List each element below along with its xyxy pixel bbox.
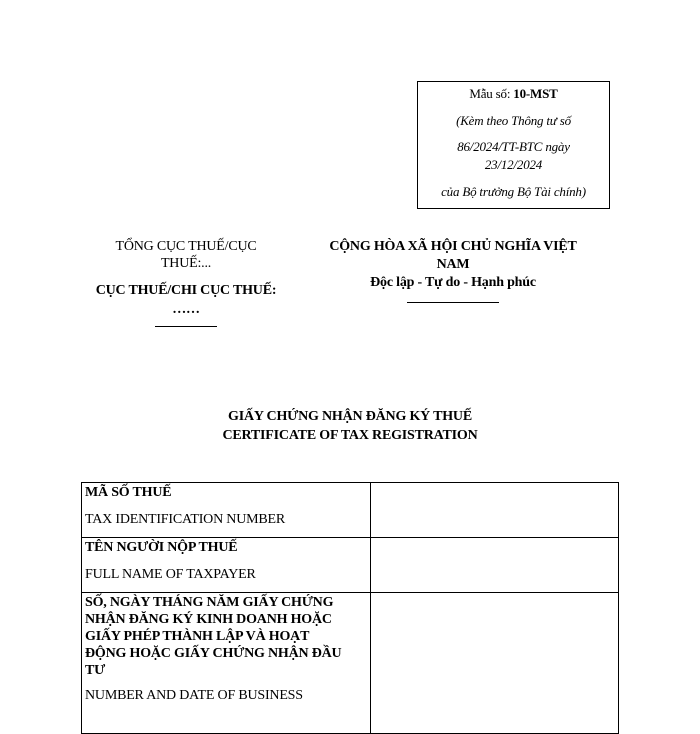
- office-line2: ……: [172, 302, 200, 317]
- office-line1: CỤC THUẾ/CHI CỤC THUẾ:: [95, 283, 277, 298]
- business-cert-label-line: ĐỘNG HOẶC GIẤY CHỨNG NHẬN ĐẦU: [85, 646, 342, 661]
- business-cert-label-line: SỐ, NGÀY THÁNG NĂM GIẤY CHỨNG: [85, 595, 334, 610]
- country-name-line2: NAM: [436, 257, 470, 272]
- national-header: [308, 238, 598, 303]
- business-cert-label-vi: [85, 594, 367, 679]
- circular-ref-line4: của Bộ trưởng Bộ Tài chính): [441, 184, 586, 199]
- table-row: [82, 538, 619, 593]
- national-motto: Độc lập - Tự do - Hạnh phúc: [370, 275, 536, 290]
- dept-line2: THUẾ:...: [160, 256, 212, 271]
- business-cert-value: [371, 593, 619, 734]
- field-label-cell: [82, 538, 371, 593]
- business-cert-label-line: NHẬN ĐĂNG KÝ KINH DOANH HOẶC: [85, 612, 332, 627]
- right-header-divider: [407, 302, 499, 303]
- business-cert-label-en: NUMBER AND DATE OF BUSINESS: [85, 688, 303, 703]
- table-row: [82, 593, 619, 734]
- dept-line1: TỔNG CỤC THUẾ/CỤC: [115, 239, 257, 254]
- left-header-divider: [155, 326, 217, 327]
- field-label-cell: [82, 593, 371, 734]
- issuing-authority: [78, 238, 294, 327]
- business-cert-label-line: GIẤY PHÉP THÀNH LẬP VÀ HOẠT: [85, 629, 310, 644]
- circular-ref-line1: (Kèm theo Thông tư số: [456, 113, 571, 128]
- field-label-cell: [82, 483, 371, 538]
- taxpayer-name-label-vi: TÊN NGƯỜI NỘP THUẾ: [85, 540, 238, 555]
- tax-id-value: [371, 483, 619, 538]
- document-title-vi: GIẤY CHỨNG NHẬN ĐĂNG KÝ THUẾ: [228, 409, 472, 424]
- form-code-value: 10-MST: [513, 86, 558, 101]
- form-code: [418, 86, 609, 102]
- taxpayer-name-label-en: FULL NAME OF TAXPAYER: [85, 567, 256, 582]
- table-row: [82, 483, 619, 538]
- form-code-label: Mẫu số:: [469, 86, 511, 101]
- business-cert-label-line: TƯ: [85, 663, 106, 678]
- tax-id-label-vi: MÃ SỐ THUẾ: [85, 485, 172, 500]
- registration-table: [81, 482, 619, 734]
- country-name-line1: CỘNG HÒA XÃ HỘI CHỦ NGHĨA VIỆT: [329, 239, 577, 254]
- document-title-en: CERTIFICATE OF TAX REGISTRATION: [222, 428, 478, 443]
- form-number-box: [417, 81, 610, 209]
- taxpayer-name-value: [371, 538, 619, 593]
- circular-ref-line2: 86/2024/TT-BTC ngày: [457, 139, 570, 154]
- circular-ref-line3: 23/12/2024: [484, 157, 543, 172]
- tax-id-label-en: TAX IDENTIFICATION NUMBER: [85, 512, 285, 527]
